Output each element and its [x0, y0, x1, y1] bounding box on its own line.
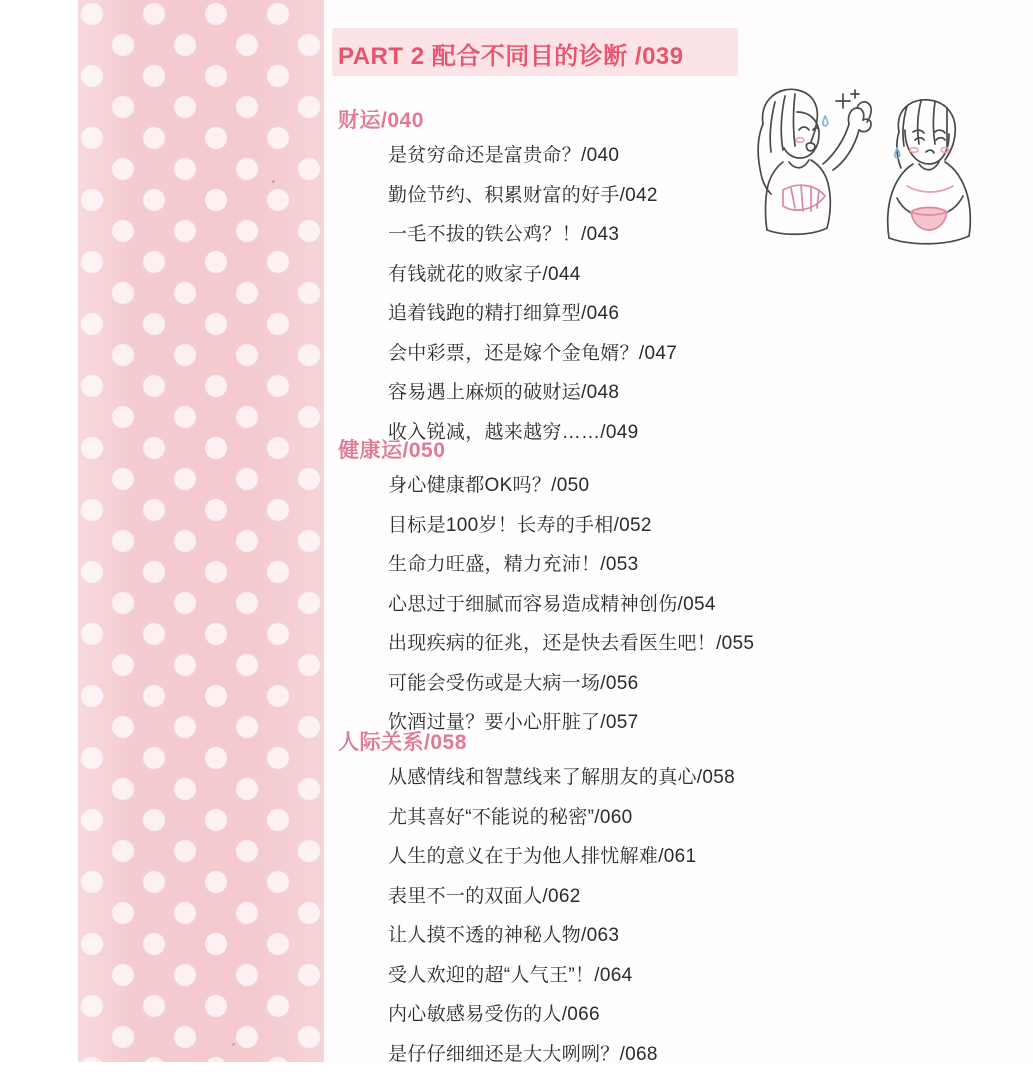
toc-entry[interactable]: 可能会受伤或是大病一场/056	[388, 672, 639, 694]
toc-entry[interactable]: 受人欢迎的超“人气王”！/064	[388, 964, 633, 986]
toc-entry[interactable]: 是仔仔细细还是大大咧咧？/068	[388, 1043, 658, 1065]
toc-entry[interactable]: 身心健康都OK吗？/050	[388, 475, 590, 496]
toc-entry[interactable]: 内心敏感易受伤的人/066	[388, 1004, 600, 1025]
toc-entry[interactable]: 追着钱跑的精打细算型/046	[388, 303, 620, 324]
part-header-page-number: /039	[634, 43, 684, 70]
toc-entry[interactable]: 会中彩票，还是嫁个金龟婿？/047	[388, 342, 678, 364]
speck-icon	[232, 1043, 235, 1046]
speck-icon	[272, 180, 275, 183]
toc-entry[interactable]: 一毛不拔的铁公鸡？！/043	[388, 224, 620, 245]
toc-section	[330, 726, 1030, 1078]
toc-entry[interactable]: 饮酒过量？要小心肝脏了/057	[388, 712, 639, 733]
toc-entry[interactable]: 容易遇上麻烦的破财运/048	[388, 382, 620, 403]
toc-entry[interactable]: 表里不一的双面人/062	[388, 885, 581, 907]
table-of-contents	[330, 0, 1033, 1080]
part-header-label: PART 2 配合不同目的诊断	[338, 43, 628, 70]
toc-entry[interactable]: 生命力旺盛，精力充沛！/053	[388, 554, 639, 575]
toc-entry[interactable]: 从感情线和智慧线来了解朋友的真心/058	[388, 767, 735, 788]
toc-entry[interactable]: 目标是100岁！长寿的手相/052	[388, 514, 652, 536]
toc-entry[interactable]: 尤其喜好“不能说的秘密”/060	[388, 806, 633, 828]
section-title[interactable]: 人际关系/058	[338, 731, 467, 754]
toc-entry[interactable]: 人生的意义在于为他人排忧解难/061	[388, 846, 697, 867]
toc-entry[interactable]: 收入锐减，越来越穷……/049	[388, 421, 639, 443]
toc-entry[interactable]: 出现疾病的征兆，还是快去看医生吧！/055	[388, 633, 755, 654]
toc-entry[interactable]: 是贫穷命还是富贵命？/040	[388, 145, 620, 166]
toc-section	[330, 104, 1030, 456]
toc-entry[interactable]: 勤俭节约、积累财富的好手/042	[388, 184, 658, 206]
toc-entry[interactable]: 有钱就花的败家子/044	[388, 263, 581, 285]
page-left-margin	[0, 0, 78, 1080]
toc-entry[interactable]: 让人摸不透的神秘人物/063	[388, 925, 620, 946]
section-title[interactable]: 财运/040	[338, 109, 424, 132]
toc-section	[330, 434, 1030, 747]
part-header	[338, 36, 758, 71]
toc-entry[interactable]: 心思过于细腻而容易造成精神创伤/054	[388, 593, 716, 615]
polka-dot-decoration	[78, 0, 324, 1062]
section-title[interactable]: 健康运/050	[338, 439, 446, 462]
